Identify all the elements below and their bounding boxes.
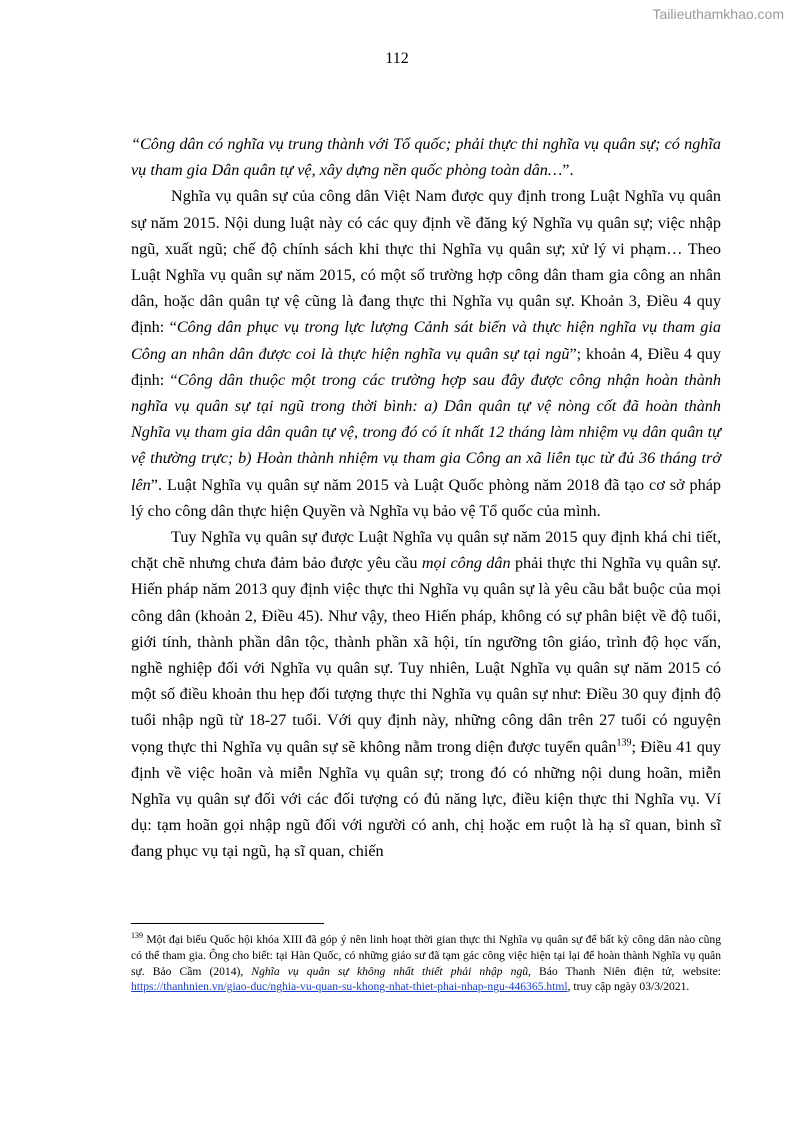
text-run: Nghĩa vụ quân sự của công dân Việt Nam được quy định trong Luật Nghĩa vụ quân sự năm 2015. Nội dung luật này có các quy định về đăng ký Nghĩa vụ quân sự; việc nhập ngũ, xuất ngũ; chế độ chính sách khi thực thi Nghĩa vụ quân sự; xử lý vi phạm… Theo Luật Nghĩa vụ quân sự năm 2015, có một số trường hợp công dân tham gia công an nhân dân, hoặc dân quân tự vệ cũng là đang thực thi Nghĩa vụ quân sự. Khoản 3, Điều 4 quy định: “ — [131, 187, 721, 337]
paragraph-3 — [131, 524, 721, 865]
quote-khoan-3: Công dân phục vụ trong lực lượng Cảnh sát biển và thực hiện nghĩa vụ tham gia Công an nhân dân được coi là thực hiện nghĩa vụ quân sự tại ngũ — [131, 318, 721, 363]
quote-khoan-4: Công dân thuộc một trong các trường hợp sau đây được công nhận hoàn thành nghĩa vụ quân sự tại ngũ trong thời bình: a) Dân quân tự vệ nòng cốt đã hoàn thành Nghĩa vụ tham gia dân quân tự vệ, trong đó có ít nhất 12 tháng làm nhiệm vụ dân quân tự vệ thường trực; b) Hoàn thành nhiệm vụ tham gia Công an xã liên tục từ đủ 36 tháng trở lên — [131, 370, 721, 494]
page-number: 112 — [385, 50, 409, 67]
footnote-link[interactable]: https://thanhnien.vn/giao-duc/nghia-vu-quan-su-khong-nhat-thiet-phai-nhap-ngu-446365.html — [131, 980, 568, 994]
footnote-text: , truy cập ngày 03/3/2021. — [567, 980, 690, 994]
body-text — [131, 131, 721, 865]
text-run: Tuy Nghĩa vụ quân sự được Luật Nghĩa vụ quân sự năm 2015 quy định khá chi tiết, chặt chẽ nhưng chưa đảm bảo được yêu cầu — [131, 528, 721, 573]
footnote-number: 139 — [131, 931, 143, 941]
emphasis-moi-cong-dan: mọi công dân — [421, 554, 511, 573]
watermark: Tailieuthamkhao.com — [652, 6, 784, 22]
text-run: ”; khoản 4, Điều 4 quy định: “ — [131, 344, 721, 389]
footnote — [131, 932, 721, 995]
text-run: phải thực thi Nghĩa vụ quân sự. Hiến pháp năm 2013 quy định việc thực thi Nghĩa vụ quân sự là yêu cầu bắt buộc của mọi công dân (khoản 2, Điều 45). Như vậy, theo Hiến pháp, không có sự phân biệt về độ tuổi, giới tính, thành phần dân tộc, thành phần xã hội, tín ngưỡng tôn giáo, trình độ học vấn, nghề nghiệp đối với Nghĩa vụ quân sự. Tuy nhiên, Luật Nghĩa vụ quân sự năm 2015 có một số điều khoản thu hẹp đối tượng thực thi Nghĩa vụ quân sự như: Điều 30 quy định độ tuổi nhập ngũ từ 18-27 tuổi. Với quy định này, những công dân trên 27 tuổi có nguyện vọng thực thi Nghĩa vụ quân sự sẽ không nằm trong diện được tuyển quân — [131, 554, 721, 756]
footnote-divider — [131, 923, 324, 924]
footnote-article-title: Nghĩa vụ quân sự không nhất thiết phải nhập ngũ — [251, 964, 529, 978]
quote-text: “Công dân có nghĩa vụ trung thành với Tổ quốc; phải thực thi nghĩa vụ quân sự; có nghĩa vụ tham gia Dân quân tự vệ, xây dựng nền quốc phòng toàn dân… — [131, 135, 721, 180]
footnote-reference[interactable]: 139 — [616, 737, 632, 749]
footnote-text: Một đại biểu Quốc hội khóa XIII đã góp ý nên linh hoạt thời gian thực thi Nghĩa vụ quân sự để bất kỳ công dân nào cũng có thể tham gia. Ông cho biết: tại Hàn Quốc, có những giáo sư đã tạm gác công việc hiện tại lại để hoàn thành Nghĩa vụ quân sự. Bảo Cầm (2014), — [131, 933, 721, 978]
paragraph-quote — [131, 131, 721, 183]
text-run: ”. Luật Nghĩa vụ quân sự năm 2015 và Luật Quốc phòng năm 2018 đã tạo cơ sở pháp lý cho công dân thực hiện Quyền và Nghĩa vụ bảo vệ Tổ quốc của mình. — [131, 475, 721, 520]
paragraph-2 — [131, 183, 721, 524]
text-run: ; Điều 41 quy định về việc hoãn và miễn Nghĩa vụ quân sự; trong đó có những nội dung hoãn, miễn Nghĩa vụ quân sự đối với các đối tượng có đủ năng lực, điều kiện thực thi Nghĩa vụ. Ví dụ: tạm hoãn gọi nhập ngũ đối với người có anh, chị hoặc em ruột là hạ sĩ quan, binh sĩ đang phục vụ tại ngũ, hạ sĩ quan, chiến — [131, 737, 722, 861]
footnote-text: , Báo Thanh Niên điện tử, website: — [528, 964, 721, 978]
quote-close: ”. — [562, 161, 574, 180]
